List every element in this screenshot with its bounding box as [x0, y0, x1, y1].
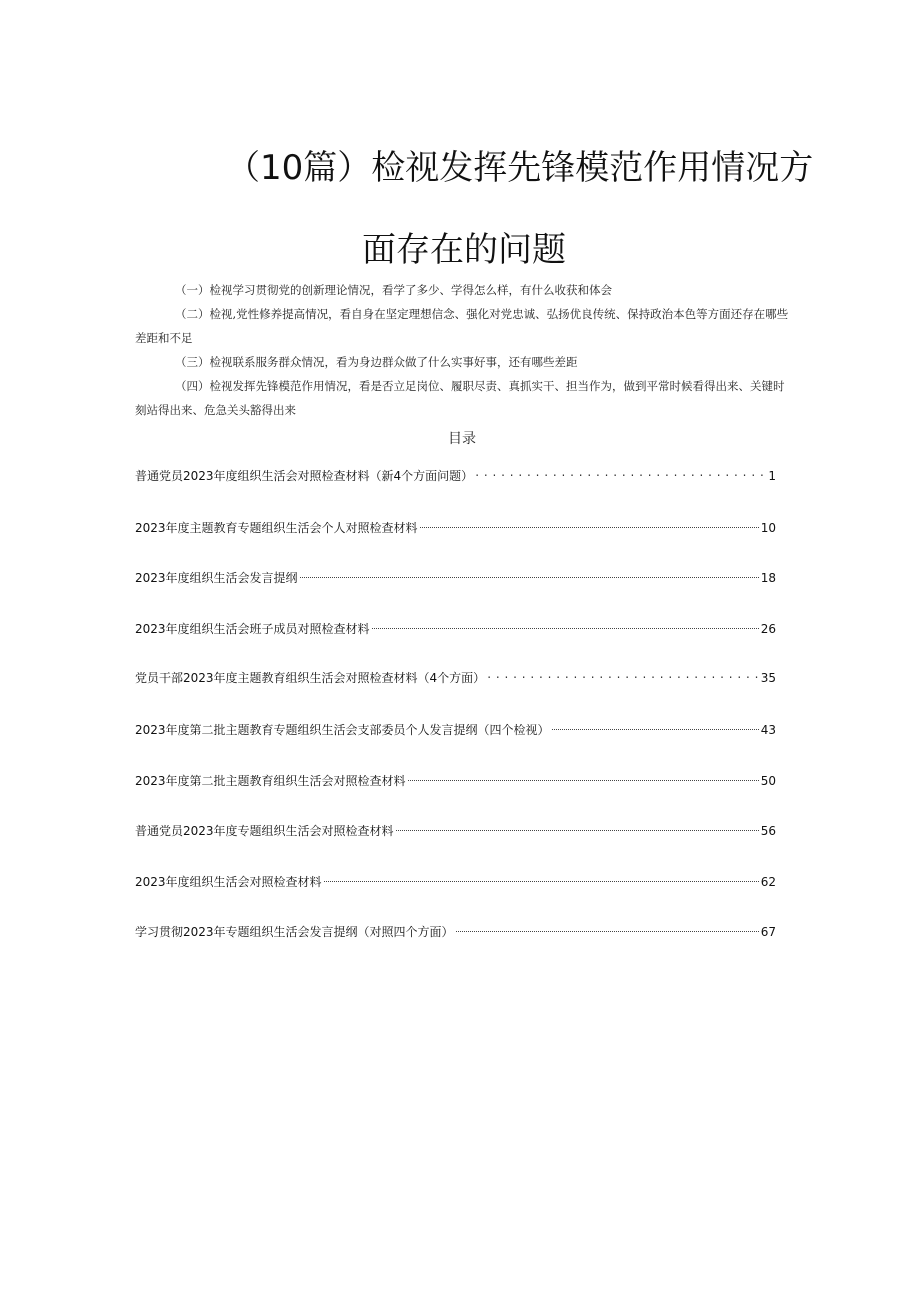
toc-entry-page-number: 1	[768, 469, 776, 483]
toc-entry[interactable]	[135, 466, 776, 486]
intro-paragraph-3: （三）检视联系服务群众情况，看为身边群众做了什么实事好事，还有哪些差距	[175, 355, 578, 369]
toc-leader-dots	[372, 614, 759, 629]
toc-leader-dots	[552, 715, 759, 730]
toc-entry[interactable]	[135, 770, 776, 790]
toc-leader-dots	[300, 563, 759, 578]
toc-leader-dots	[408, 766, 759, 781]
toc-leader-dots	[420, 513, 759, 528]
intro-section	[135, 278, 791, 422]
toc-entry-title: 2023年度主题教育专题组织生活会个人对照检查材料	[135, 520, 418, 535]
toc-leader-dots	[475, 466, 766, 480]
toc-leader-dots	[324, 867, 759, 882]
toc-entry[interactable]	[135, 921, 776, 941]
toc-entry-page-number: 18	[760, 571, 776, 586]
intro-paragraph-1: （一）检视学习贯彻党的创新理论情况，看学了多少、学得怎么样，有什么收获和体会	[175, 283, 612, 297]
toc-entry[interactable]	[135, 719, 776, 739]
toc-entry[interactable]	[135, 820, 776, 840]
toc-entry[interactable]	[135, 871, 776, 891]
toc-entry-title: 普通党员2023年度组织生活会对照检查材料（新4个方面问题）	[135, 469, 474, 483]
document-title-line-2: 面存在的问题	[362, 230, 566, 270]
toc-entry-page-number: 10	[760, 520, 776, 535]
toc-entry-title: 2023年度组织生活会班子成员对照检查材料	[135, 621, 370, 636]
toc-entry-page-number: 26	[760, 621, 776, 636]
toc-heading: 目录	[448, 431, 476, 447]
toc-entry-page-number: 62	[760, 874, 776, 889]
toc-entry[interactable]	[135, 517, 776, 537]
toc-entry-title: 2023年度组织生活会对照检查材料	[135, 874, 322, 889]
intro-paragraph-2: （二）检视,党性修养提高情况，看自身在坚定理想信念、强化对党忠诚、弘扬优良传统、保持政治本色等方面还存在哪些差距和不足	[135, 307, 789, 345]
toc-entry[interactable]	[135, 618, 776, 638]
toc-entry[interactable]	[135, 567, 776, 587]
toc-leader-dots	[396, 816, 759, 831]
toc-entry-title: 党员干部2023年度主题教育组织生活会对照检查材料（4个方面）	[135, 671, 486, 686]
toc-entry-title: 学习贯彻2023年专题组织生活会发言提纲（对照四个方面）	[135, 925, 454, 940]
toc-entry[interactable]	[135, 668, 776, 688]
toc-entry-title: 2023年度第二批主题教育专题组织生活会支部委员个人发言提纲（四个检视）	[135, 723, 550, 737]
toc-entry-title: 2023年度第二批主题教育组织生活会对照检查材料	[135, 773, 406, 788]
intro-paragraph-4: （四）检视发挥先锋模范作用情况，看是否立足岗位、履职尽责、真抓实干、担当作为，做到平常时候看得出来、关键时刻站得出来、危急关头豁得出来	[135, 379, 785, 417]
document-title-line-1: （10篇）检视发挥先锋模范作用情况方	[226, 148, 814, 188]
toc-entry-page-number: 43	[760, 723, 776, 737]
toc-entry-page-number: 50	[760, 773, 776, 788]
toc-entry-page-number: 56	[760, 824, 776, 839]
toc-entry-page-number: 35	[760, 671, 776, 686]
toc-leader-dots	[456, 917, 759, 932]
toc-leader-dots	[487, 668, 759, 682]
toc-entry-title: 2023年度组织生活会发言提纲	[135, 571, 298, 586]
toc-entry-page-number: 67	[760, 925, 776, 940]
toc-entry-title: 普通党员2023年度专题组织生活会对照检查材料	[135, 824, 394, 839]
